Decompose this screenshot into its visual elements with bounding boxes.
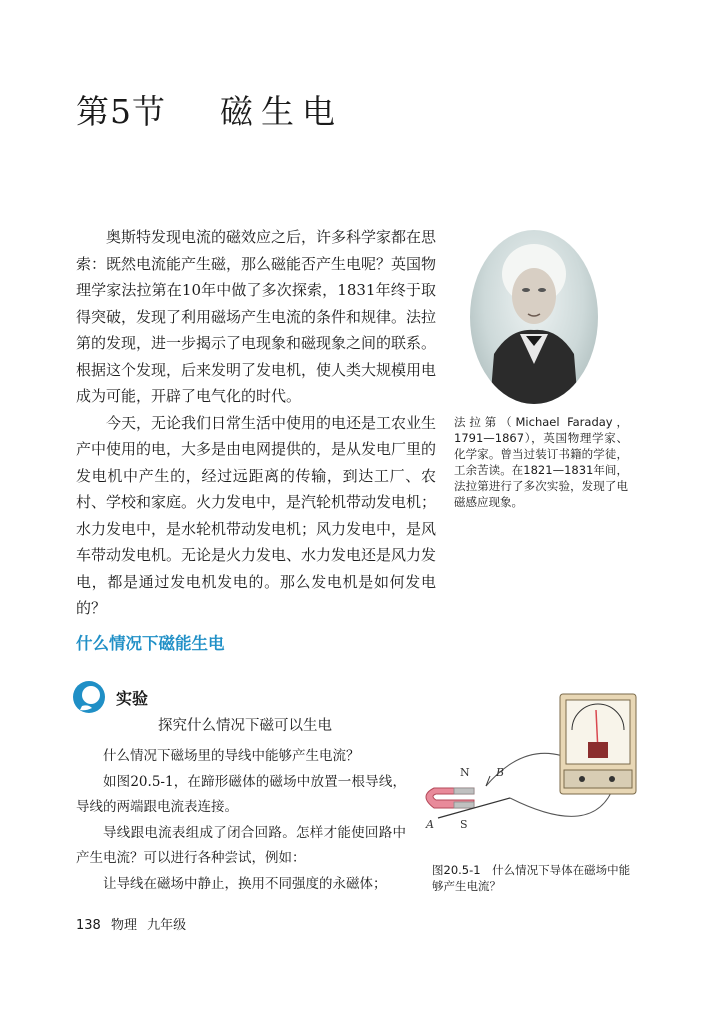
experiment-label: 实验 (116, 689, 149, 708)
portrait-caption: 法拉第（Michael Faraday，1791—1867），英国物理学家、化学家。曾当过装订书籍的学徒，工余苦读。在1821—1831年间，法拉第进行了多次实验，发现了电磁感应现象。 (454, 415, 628, 509)
subheading: 什么情况下磁能生电 (76, 634, 225, 653)
label-s: S (460, 818, 468, 831)
page-footer (76, 914, 192, 933)
grade-label: 九年级 (147, 918, 187, 933)
horseshoe-magnet (426, 788, 474, 808)
subject-label: 物理 (110, 918, 137, 933)
experiment-body (76, 744, 406, 897)
experiment-icon (72, 680, 106, 714)
experiment-paragraph-3: 导线跟电流表组成了闭合回路。怎样才能使回路中产生电流？可以进行各种尝试，例如： (76, 824, 406, 866)
experiment-paragraph-1: 什么情况下磁场里的导线中能够产生电流？ (103, 748, 360, 764)
experiment-paragraph-4: 让导线在磁场中静止，换用不同强度的永磁体； (103, 875, 387, 892)
section-title (76, 86, 343, 133)
experiment-title: 探究什么情况下磁可以生电 (158, 718, 332, 734)
galvanometer (560, 694, 636, 794)
intro-paragraph-1: 奥斯特发现电流的磁效应之后，许多科学家都在思索：既然电流能产生磁，那么磁能否产生电呢？英国物理学家法拉第在10年中做了多次探索，1831年终于取得突破，发现了利用磁场产生电流的条件和规律。法拉第的发现，进一步揭示了电现象和磁现象之间的联系。根据这个发现，后来发明了发电机，使人类大规模用电成为可能，开辟了电气化的时代。 (76, 228, 437, 405)
section-title-text: 磁生电 (220, 92, 343, 131)
figure-caption: 图20.5-1 什么情况下导体在磁场中能够产生电流？ (432, 863, 631, 893)
label-a: A (426, 818, 434, 831)
label-n: N (460, 766, 470, 779)
section-number: 第5节 (76, 92, 166, 131)
faraday-portrait-drawing (470, 230, 598, 404)
faraday-portrait (470, 230, 598, 404)
intro-text (76, 224, 436, 622)
galvanometer-figure (414, 690, 644, 858)
intro-paragraph-2: 今天，无论我们日常生活中使用的电还是工农业生产中使用的电，大多是由电网提供的，是从发电厂里的发电机中产生的，经过远距离的传输，到达工厂、农村、学校和家庭。火力发电中，是汽轮机带动发电机；水力发电中，是水轮机带动发电机；风力发电中，是风车带动发电机。无论是火力发电、水力发电还是风力发电，都是通过发电机发电的。那么发电机是如何发电的？ (76, 413, 437, 617)
experiment-paragraph-2: 如图20.5-1，在蹄形磁体的磁场中放置一根导线，导线的两端跟电流表连接。 (76, 773, 406, 815)
page-number: 138 (76, 918, 101, 933)
label-b: B (496, 766, 505, 779)
